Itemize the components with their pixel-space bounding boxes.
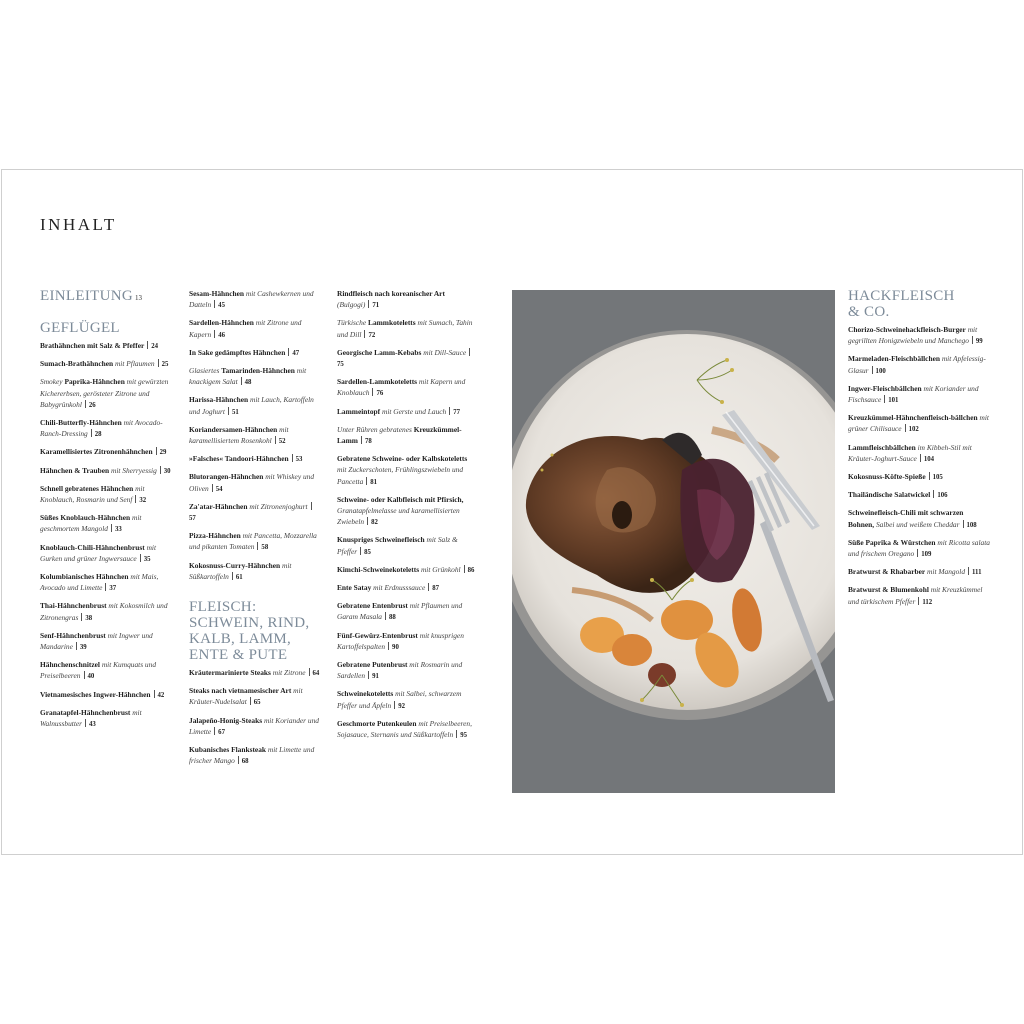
entry-description: mit knusprigen Kartoffelspalten [337,630,464,651]
page-separator [257,542,258,550]
toc-entry[interactable] [40,542,172,565]
entry-list-fleisch [189,667,321,767]
toc-entry[interactable] [337,582,475,594]
entry-title: Sumach-Brathähnchen [40,359,114,369]
page-separator [105,583,106,591]
entry-page-number: 54 [215,485,223,493]
page-separator [140,554,141,562]
toc-entry[interactable] [848,324,990,347]
entry-description: mit Kumquats und Preiselbeeren [40,660,157,681]
toc-entry[interactable] [189,365,321,388]
entry-page-number: 102 [908,426,919,434]
entry-title: »Falsches« Tandoori-Hähnchen [189,454,289,464]
page-separator [933,490,934,498]
toc-entry[interactable] [848,412,990,435]
entry-title: Koriandersamen-Hähnchen [189,424,278,434]
entry-title: Jalapeño-Honig-Steaks [189,715,263,725]
entry-title: Süßes Knoblauch-Hähnchen [40,513,131,523]
entry-page-number: 52 [278,438,286,446]
page-separator [214,330,215,338]
entry-description: mit Gurken und grüner Ingwersauce [40,542,157,563]
entry-title: Lammfleischbällchen [848,442,916,452]
entry-list-hackfleisch [848,324,990,608]
toc-entry[interactable] [337,376,475,399]
toc-entry[interactable] [337,347,475,370]
entry-description: mit Ricotta salata und frischem Oregano [848,537,990,559]
entry-description: mit Süßkartoffeln [189,560,292,581]
page-separator [918,597,919,605]
toc-entry[interactable] [337,494,475,529]
entry-page-number: 47 [292,349,300,357]
section-gefluegel: GEFLÜGEL [40,320,120,336]
entry-page-number: 108 [966,521,977,529]
entry-page-number: 81 [370,478,378,486]
toc-entry[interactable] [189,560,321,583]
entry-page-number: 82 [371,519,378,527]
toc-entry[interactable] [337,718,475,741]
toc-entry[interactable] [189,667,321,679]
page-separator [917,549,918,557]
page-separator [292,454,293,462]
entry-description: mit Koriander und Limette [189,715,319,736]
entry-page-number: 109 [921,551,932,559]
entry-description: mit Preiselbeeren, Sojasauce, Sternanis und Süßkartoffeln [337,718,472,740]
section-page: 13 [134,294,142,302]
page-separator [238,756,239,764]
entry-title: Brathähnchen mit Salz & Pfeffer [40,341,145,350]
toc-entry[interactable] [40,376,172,411]
entry-page-number: 86 [467,566,475,574]
section-einleitung[interactable] [40,288,172,306]
toc-entry[interactable] [189,394,321,417]
toc-entry[interactable] [40,483,172,506]
entry-page-number: 104 [923,455,935,463]
entry-title: Knuspriges Schweinefleisch [337,535,425,545]
toc-entry[interactable] [337,424,475,447]
entry-title: Ingwer-Fleischbällchen [848,383,922,393]
entry-description: mit Mangold [927,567,966,577]
entry-list-gefluegel-cont [189,288,321,583]
entry-title: Senf-Hähnchenbrust [40,630,106,640]
entry-page-number: 53 [295,456,303,464]
page-separator [449,407,450,415]
entry-title: Chorizo-Schweinehackfleisch-Burger [848,325,966,334]
entry-description: mit Koriander und Fischsauce [848,383,979,405]
entry-title: Schweinefleisch-Chili mit schwarzen Bohnen, [848,508,964,529]
entry-page-number: 78 [364,438,372,446]
entry-page-number: 58 [261,544,269,552]
toc-entry[interactable] [40,707,172,730]
page-separator [156,447,157,455]
entry-title: Karamellisiertes Zitronenhähnchen [40,447,153,457]
entry-description: mit gewürzten Kichererbsen, gerösteter Zitrone und Babygrünkohl [40,377,169,409]
entry-description: mit Avocado-Ranch-Dressing [40,418,163,439]
toc-entry[interactable] [189,317,321,340]
entry-description: im Kibbeh-Stil mit Kräuter-Joghurt-Sauce [848,442,972,463]
toc-entry[interactable] [40,600,172,623]
entry-title: Sardellen-Lammkoteletts [337,377,418,387]
toc-entry[interactable] [189,453,321,465]
toc-entry[interactable] [337,630,475,653]
entry-description: mit Rosmarin und Sardellen [337,660,463,681]
toc-entry[interactable] [189,347,321,359]
entry-page-number: 101 [888,397,899,405]
entry-description: mit grüner Chilisauce [848,413,989,434]
entry-title: Gebratene Entenbrust [337,601,408,611]
section-hackfleisch: HACKFLEISCH & CO. [848,288,955,320]
entry-page-number: 29 [159,449,167,457]
toc-entry[interactable] [848,353,990,376]
entry-page-number: 42 [157,691,165,699]
page-separator [232,572,233,580]
entry-title: Kräutermarinierte Steaks [189,668,271,678]
page-separator [85,400,86,408]
entry-title: Vietnamesisches Ingwer-Hähnchen [40,689,151,699]
entry-description: mit Mais, Avocado und Limette [40,572,159,593]
toc-entry[interactable] [40,417,172,440]
page-separator [288,348,289,356]
entry-page-number: 30 [163,467,171,475]
toc-entry[interactable] [337,600,475,623]
toc-entry[interactable] [337,288,475,311]
entry-title: Paprika-Hähnchen [64,377,125,387]
entry-page-number: 77 [453,408,461,416]
entry-page-number: 46 [218,331,225,339]
entry-page-number: 24 [151,343,159,350]
entry-description: mit Kapern und Knoblauch [337,377,466,398]
toc-entry[interactable] [848,507,990,530]
toc-entry[interactable] [848,566,990,578]
toc-entry[interactable] [337,534,475,557]
entry-page-number: 91 [372,673,379,681]
toc-entry[interactable] [40,689,172,701]
entry-title: Schweinekoteletts [337,689,394,699]
toc-entry[interactable] [337,564,475,576]
page-separator [85,719,86,727]
page-separator [929,472,930,480]
entry-description: mit Whiskey und Oliven [189,472,315,493]
toc-entry[interactable] [337,688,475,711]
page-separator [920,454,921,462]
entry-page-number: 25 [161,361,169,369]
entry-title: Thai-Hähnchenbrust [40,601,107,611]
entry-title: Kreuzkümmel-Hähnchenfleisch-bällchen [848,413,978,423]
entry-title: Knoblauch-Chili-Hähnchenbrust [40,542,145,552]
page-separator [905,424,906,432]
entry-page-number: 45 [218,302,225,310]
entry-page-number: 90 [392,643,399,651]
entry-description: mit Kreuzkümmel und türkischem Pfeffer [848,585,983,606]
entry-description: mit Salbei, schwarzem Pfeffer und Äpfeln [337,689,462,710]
entry-page-number: 100 [875,367,886,375]
entry-description: mit karamellisiertem Rosenkohl [189,424,289,446]
entry-description: Smokey [40,377,63,387]
page-separator [360,547,361,555]
entry-description: mit Pflaumen und Garam Masala [337,601,463,622]
toc-entry[interactable] [848,471,990,483]
entry-title: Kokosnuss-Curry-Hähnchen [189,560,281,570]
toc-entry[interactable] [40,465,172,477]
entry-description: mit Knoblauch, Rosmarin und Senf [40,483,145,505]
toc-entry[interactable] [189,744,321,767]
entry-page-number: 43 [89,721,96,729]
entry-title: Harissa-Hähnchen [189,395,249,405]
page-separator [111,524,112,532]
page-separator [456,730,457,738]
toc-entry[interactable] [40,571,172,594]
entry-list-fleisch-cont [337,288,475,741]
entry-title: Bratwurst & Blumenkohl [848,585,929,595]
toc-column-3 [337,288,475,747]
entry-description: mit geschmortem Mangold [40,513,142,534]
entry-title: Sesam-Hähnchen [189,289,245,298]
entry-title: Hähnchen & Trauben [40,465,110,475]
page-separator [372,388,373,396]
entry-description: mit Zitrone [272,668,306,678]
entry-description: mit gegrillten Honigzwiebeln und Manchego [848,325,978,346]
entry-description: Türkische [337,318,367,328]
entry-title: Sardellen-Hähnchen [189,318,254,328]
entry-description: mit Gerste und Lauch [381,406,447,416]
entry-description: mit Pflaumen [114,359,155,369]
page-separator [84,671,85,679]
entry-description: mit Limette und frischer Mango [189,745,315,766]
entry-page-number: 51 [231,408,239,416]
page-separator [212,484,213,492]
toc-entry[interactable] [337,317,475,340]
entry-page-number: 88 [388,614,396,622]
toc-entry[interactable] [40,659,172,682]
toc-entry[interactable] [848,584,990,607]
entry-description: mit Walnussbutter [40,707,142,729]
entry-title: Pizza-Hähnchen [189,531,241,541]
entry-title: Marmeladen-Fleischbällchen [848,354,940,364]
entry-page-number: 95 [460,732,467,740]
entry-title: Lammkoteletts [368,318,416,328]
toc-column-1 [40,288,172,736]
page-separator [428,583,429,591]
entry-description: mit Sherryessig [111,465,157,475]
toc-entry[interactable] [337,453,475,488]
page-separator [160,466,161,474]
page-separator [214,727,215,735]
toc-entry[interactable] [189,530,321,553]
entry-description: mit Kräuter-Nudelsalat [189,686,303,707]
toc-entry[interactable] [40,358,172,370]
entry-title: Georgische Lamm-Kebabs [337,347,422,357]
page-separator [388,642,389,650]
toc-entry[interactable] [189,288,321,311]
entry-description: Glasiertes [189,366,220,376]
entry-title: Schweine- oder Kalbfleisch mit Pfirsich, [337,494,464,504]
page-separator [76,642,77,650]
entry-page-number: 112 [922,598,933,606]
page-separator [872,366,873,374]
page-separator [154,690,155,698]
section-fleisch: FLEISCH: SCHWEIN, RIND, KALB, LAMM, ENTE & PUTE [189,599,310,664]
entry-page-number: 32 [139,497,147,505]
page-separator [963,520,964,528]
page-separator [311,502,312,510]
toc-entry[interactable] [848,383,990,406]
entry-page-number: 92 [398,702,405,710]
page-separator [135,495,136,503]
toc-entry[interactable] [848,442,990,465]
entry-title: Blutorangen-Hähnchen [189,472,264,482]
page-separator [884,395,885,403]
toc-entry[interactable] [40,340,172,352]
page-separator [469,348,470,356]
entry-title: Kubanisches Flanksteak [189,745,267,755]
toc-entry[interactable] [189,715,321,738]
toc-column-4 [848,288,990,614]
entry-title: Chili-Butterfly-Hähnchen [40,418,122,428]
page-separator [250,697,251,705]
entry-page-number: 37 [109,585,117,593]
page-separator [364,330,365,338]
entry-page-number: 64 [312,670,320,678]
entry-title: Kokosnuss-Köfte-Spieße [848,472,926,482]
food-photo [512,290,835,793]
page-separator [361,436,362,444]
entry-page-number: 48 [244,379,252,387]
entry-title: In Sake gedämpftes Hähnchen [189,347,286,357]
page-separator [394,701,395,709]
toc-entry[interactable] [848,489,990,501]
entry-page-number: 72 [368,331,376,339]
entry-page-number: 28 [94,431,102,439]
entry-description: Unter Rühren gebratenes [337,424,412,434]
entry-page-number: 65 [253,699,261,707]
entry-page-number: 38 [85,614,93,622]
page-separator [214,300,215,308]
toc-entry[interactable] [189,471,321,494]
entry-title: Thailändische Salatwickel [848,490,931,500]
entry-page-number: 26 [88,401,96,409]
toc-entry[interactable] [189,685,321,708]
entry-page-number: 99 [975,338,983,346]
entry-title: Fünf-Gewürz-Entenbrust [337,630,418,640]
page-separator [91,429,92,437]
entry-page-number: 105 [932,474,943,482]
entry-page-number: 75 [337,361,344,369]
entry-description: mit Pancetta, Mozzarella und pikanten Tomaten [189,531,317,552]
entry-page-number: 61 [235,573,243,581]
entry-description: mit Lauch, Kartoffeln und Joghurt [189,395,314,416]
entry-page-number: 57 [189,515,196,523]
page-separator [968,567,969,575]
entry-description: mit Sumach, Tahin und Dill [337,318,473,339]
page-separator [228,407,229,415]
entry-page-number: 35 [143,555,151,563]
entry-title: Lammeintopf [337,406,381,416]
toc-entry[interactable] [337,406,475,418]
page-separator [275,436,276,444]
toc-entry[interactable] [40,446,172,458]
entry-page-number: 111 [972,569,982,577]
page-separator [464,565,465,573]
page-separator [81,613,82,621]
page-separator [309,668,310,676]
entry-page-number: 106 [937,492,948,500]
entry-description: Salbei und weißem Cheddar [875,519,960,529]
entry-title: Kolumbianisches Hähnchen [40,572,129,582]
entry-page-number: 87 [432,585,440,593]
entry-title: Tamarinden-Hähnchen [221,366,295,376]
entry-page-number: 39 [79,644,87,652]
page-separator [241,377,242,385]
entry-description: mit Zuckerschoten, Frühlingszwiebeln und Pancetta [337,465,464,486]
entry-page-number: 76 [376,390,384,398]
page-separator [367,517,368,525]
entry-title: Kreuzkümmel-Lamm [337,424,462,446]
entry-description: Granatapfelmelasse und karamellisierten Zwiebeln [337,506,460,527]
entry-page-number: 40 [87,673,95,681]
entry-description: mit Kokosmilch und Zitronengras [40,601,168,622]
entry-page-number: 85 [364,548,371,556]
entry-title: Steaks nach vietnamesischer Art [189,686,292,696]
entry-title: Gebratene Putenbrust [337,660,408,670]
entry-description: mit Ingwer und Mandarine [40,630,153,652]
entry-description: mit Zitrone und Kapern [189,318,302,339]
pork-chop-plate-photo [512,290,835,793]
entry-description: (Bulgogi) [337,300,366,310]
entry-title: Geschmorte Putenkeulen [337,718,417,728]
entry-description: mit Salz & Pfeffer [337,535,458,556]
page-separator [366,477,367,485]
entry-list-gefluegel [40,340,172,730]
entry-description: mit Apfelessig-Glasur [848,354,986,375]
entry-page-number: 67 [218,728,225,736]
page-title: INHALT [40,215,117,234]
entry-title: Kimchi-Schweinekoteletts [337,564,420,574]
toc-column-2 [189,288,321,773]
entry-page-number: 68 [241,758,249,766]
entry-page-number: 33 [114,526,122,534]
entry-title: Bratwurst & Rhabarber [848,567,926,577]
toc-entry[interactable] [40,512,172,535]
entry-description: mit Cashewkernen und Datteln [189,289,314,310]
entry-title: Rindfleisch nach koreanischer Art [337,289,445,298]
entry-description: mit Erdnusssauce [373,583,426,593]
page-separator [368,671,369,679]
entry-title: Süße Paprika & Würstchen [848,537,936,547]
entry-title: Schnell gebratenes Hähnchen [40,483,134,493]
entry-description: mit Grünkohl [420,564,461,574]
toc-entry[interactable] [848,537,990,560]
section-title: EINLEITUNG [40,288,133,304]
page-separator [385,612,386,620]
toc-entry[interactable] [189,424,321,447]
page-separator [147,341,148,349]
entry-page-number: 71 [372,302,380,310]
toc-entry[interactable] [337,659,475,682]
entry-title: Ente Satay [337,583,372,593]
toc-entry[interactable] [189,501,321,524]
toc-entry[interactable] [40,630,172,653]
entry-title: Za'atar-Hähnchen [189,501,248,511]
entry-description: mit Dill-Sauce [423,347,467,357]
entry-title: Hähnchenschnitzel [40,660,100,670]
entry-description: mit knackigem Salat [189,366,307,387]
page-separator [158,359,159,367]
page-separator [972,336,973,344]
entry-title: Gebratene Schweine- oder Kalbskoteletts [337,454,468,464]
entry-title: Granatapfel-Hähnchenbrust [40,707,131,717]
page-separator [368,300,369,308]
entry-description: mit Zitronenjoghurt [249,501,308,511]
